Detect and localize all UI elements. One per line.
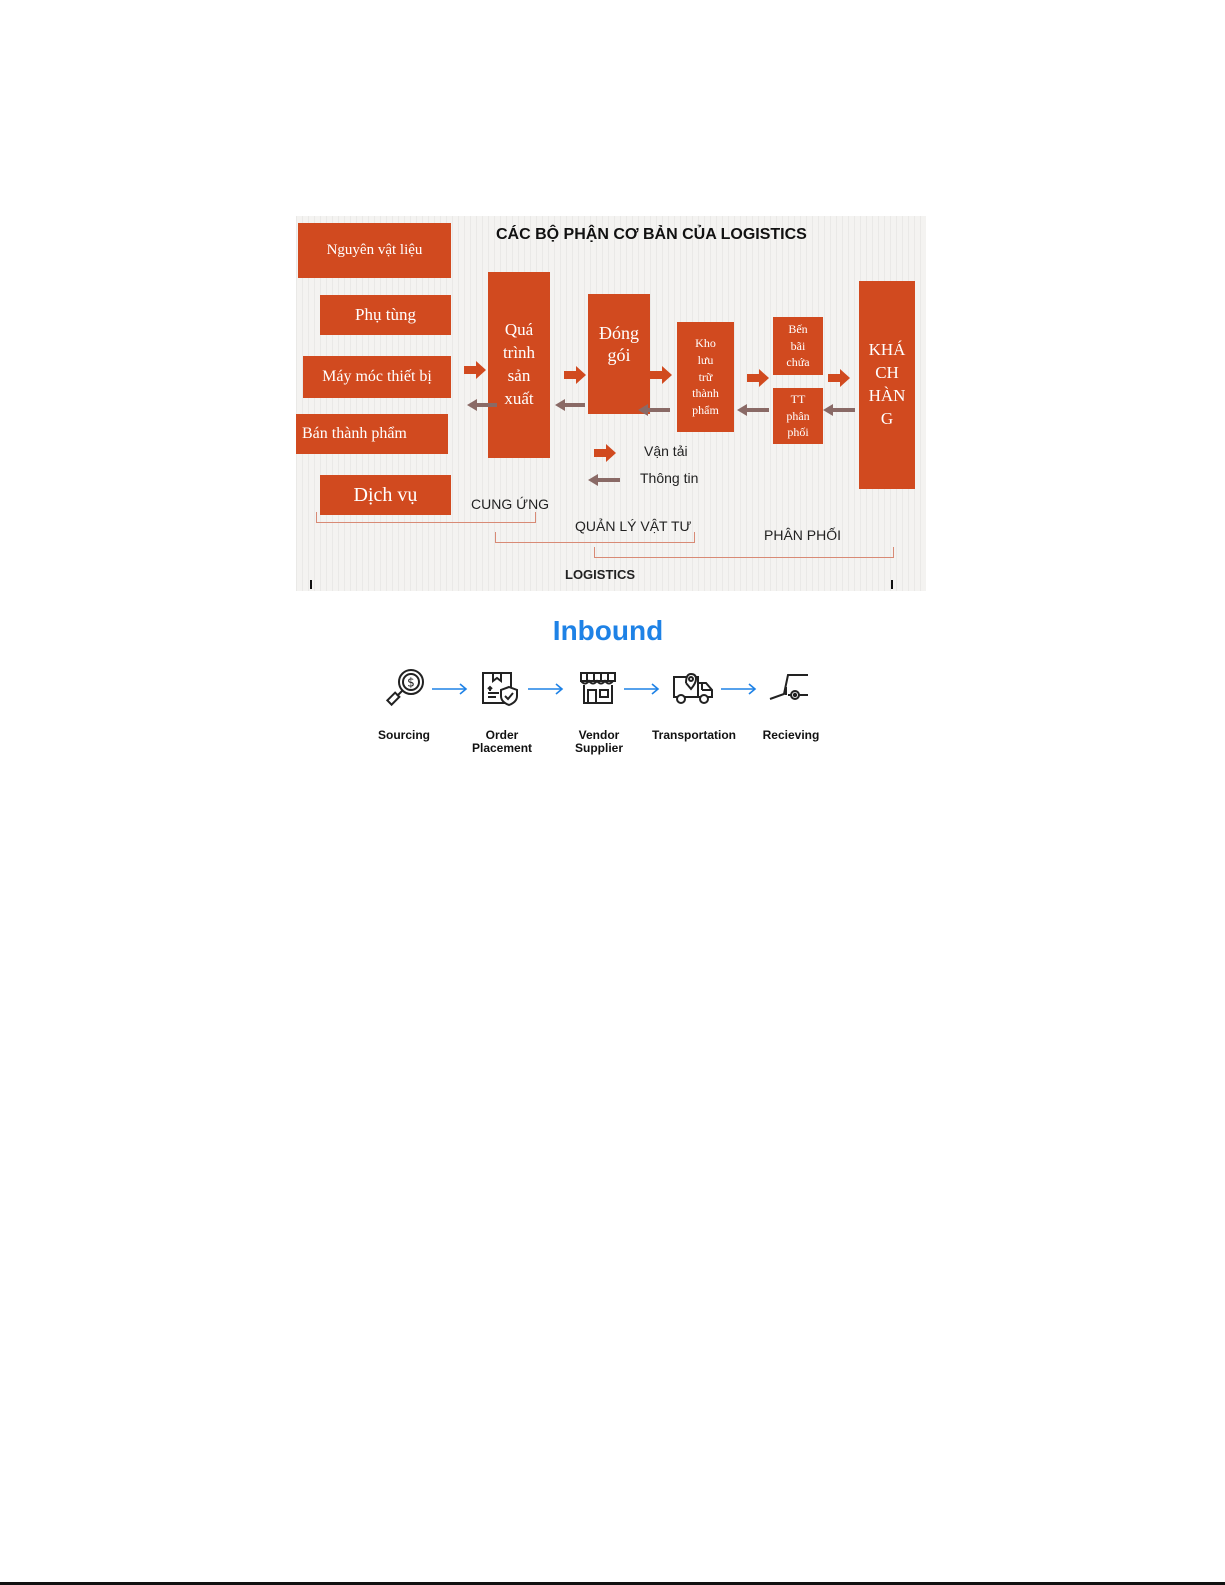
supply-bracket [316,512,536,523]
delivery-truck-icon [671,665,715,709]
order-box-shield-icon [479,665,523,709]
input-raw-materials: Nguyên vật liệu [298,223,451,278]
step-label-order-placement: Order Placement [471,728,533,756]
production-process-box: Quá trình sản xuất [488,272,550,458]
flow-arrow [432,683,468,695]
transport-arrow [828,369,850,387]
materials-management-bracket [495,532,695,543]
logistics-right-tick [891,580,893,589]
materials-management-label: QUẢN LÝ VẬT TƯ [575,518,692,534]
logistics-diagram [296,216,926,591]
information-arrow [823,404,855,416]
logistics-label: LOGISTICS [565,567,636,582]
svg-text:$: $ [407,675,415,690]
flow-arrow [721,683,757,695]
supply-label: CUNG ỨNG [471,496,550,512]
flow-arrow [624,683,660,695]
step-label-recieving: Recieving [762,728,820,742]
input-machinery: Máy móc thiết bị [303,356,451,398]
magnifier-dollar-icon [384,665,428,709]
flow-arrow [528,683,564,695]
legend-transport-arrow [594,444,616,462]
customer-box: KHÁ CH HÀN G [859,281,915,489]
input-spare-parts: Phụ tùng [320,295,451,335]
input-services: Dịch vụ [320,475,451,515]
information-arrow [555,399,585,411]
distribution-label: PHÂN PHỐI [764,527,842,543]
packing-box: Đóng gói [588,294,650,414]
distribution-center-box: TT phân phối [773,388,823,444]
transport-arrow [564,366,586,384]
inbound-diagram [373,601,843,791]
yard-box: Bến bãi chứa [773,317,823,375]
hand-truck-icon [768,665,812,709]
inbound-title: Inbound [552,615,664,646]
information-arrow [467,399,497,411]
legend-information-arrow [588,474,620,486]
storefront-icon [576,665,620,709]
information-arrow [638,404,670,416]
logistics-left-tick [310,580,312,589]
information-arrow [737,404,769,416]
step-label-transportation: Transportation [651,728,736,742]
warehouse-box: Kho lưu trữ thành phẩm [677,322,734,432]
diagram-title: CÁC BỘ PHẬN CƠ BẢN CỦA LOGISTICS [496,226,807,243]
input-semi-finished: Bán thành phẩm [296,414,448,454]
transport-arrow [650,366,672,384]
legend-transport-label: Vận tải [644,443,688,459]
distribution-bracket [594,547,894,558]
step-label-sourcing: Sourcing [377,728,430,742]
transport-arrow [464,361,486,379]
transport-arrow [747,369,769,387]
legend-information-label: Thông tin [640,470,699,486]
step-label-vendor-supplier: Vendor Supplier [574,728,623,756]
